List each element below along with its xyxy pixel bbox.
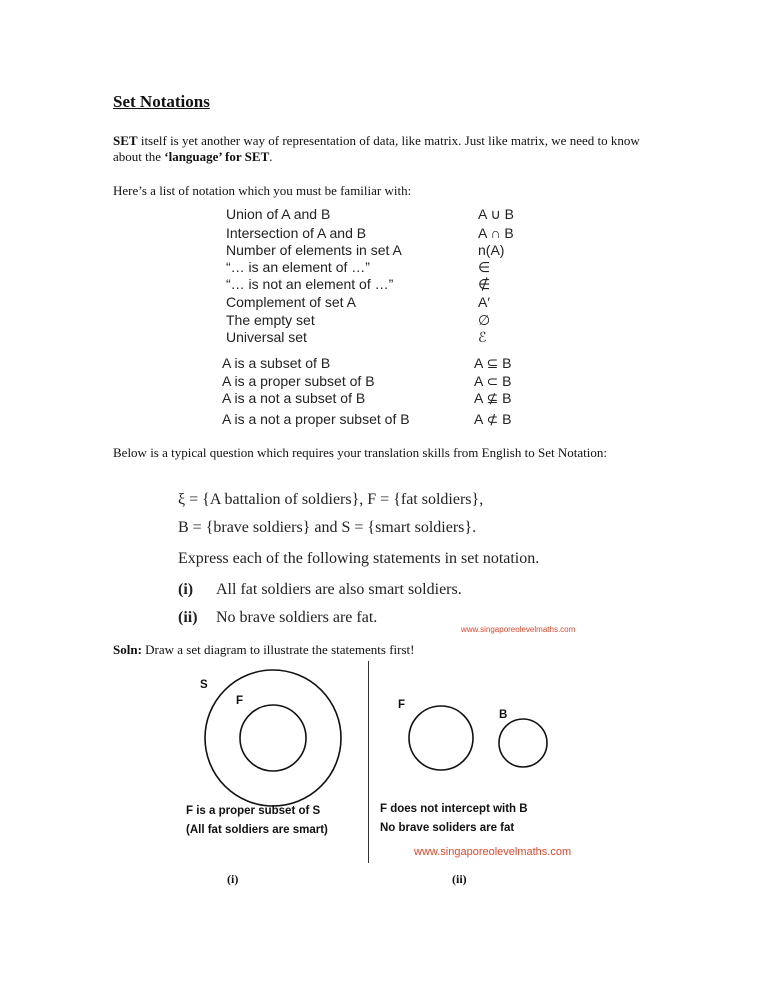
soln-label: Soln: <box>113 642 142 657</box>
notation-row <box>226 242 526 260</box>
notation-label: “… is an element of …” <box>226 259 370 275</box>
notation-symbol: A ⊆ B <box>474 355 512 371</box>
list-intro: Here’s a list of notation which you must be familiar with: <box>113 183 412 198</box>
notation-row <box>226 276 526 294</box>
notation-label: A is a proper subset of B <box>222 373 375 389</box>
label-f: F <box>236 695 244 707</box>
label-s: S <box>200 679 208 691</box>
notation-symbol: A ⊂ B <box>474 373 512 389</box>
question-line-2: B = {brave soldiers} and S = {smart soldiers}. <box>178 519 477 536</box>
notation-row <box>222 355 522 373</box>
caption-right-2: No brave soliders are fat <box>380 822 515 834</box>
notation-label: Union of A and B <box>226 206 331 222</box>
notation-label: Complement of set A <box>226 294 356 310</box>
notation-symbol: A ⊈ B <box>474 390 512 406</box>
notation-label: Universal set <box>226 329 307 345</box>
notation-symbol: A ∩ B <box>478 225 514 241</box>
notation-row <box>222 411 522 429</box>
notation-symbol: ℰ <box>478 329 487 345</box>
soln-text: Draw a set diagram to illustrate the statements first! <box>141 642 415 657</box>
diagram-right <box>370 663 600 863</box>
inner-circle-f <box>240 705 306 771</box>
question-box <box>178 485 598 640</box>
notation-symbol: ∉ <box>478 276 491 292</box>
question-line-1: ξ = {A battalion of soldiers}, F = {fat soldiers}, <box>178 491 484 508</box>
soln-line <box>113 642 653 658</box>
notation-symbol: n(A) <box>478 242 505 258</box>
circle-b <box>499 719 547 767</box>
label-f-right: F <box>398 699 406 711</box>
notation-row <box>226 225 526 243</box>
outer-circle-s <box>205 670 341 806</box>
circle-f <box>409 706 473 770</box>
label-b-right: B <box>499 709 508 721</box>
notation-label: A is a subset of B <box>222 355 331 371</box>
diagram-left <box>176 663 368 863</box>
notation-symbol: A′ <box>478 294 490 310</box>
notation-label: A is a not a subset of B <box>222 390 366 406</box>
intro-text-1: itself is yet another way of representation of data, like matrix. Just like matrix, we need to know about the <box>113 133 640 164</box>
set-bold: SET <box>113 133 138 148</box>
question-intro: Below is a typical question which requires your translation skills from English to Set Notation: <box>113 445 607 460</box>
notation-row <box>226 294 526 312</box>
notation-label: Number of elements in set A <box>226 242 402 258</box>
notation-row <box>226 312 526 330</box>
notation-row <box>222 373 522 391</box>
notation-symbol: ∅ <box>478 312 491 328</box>
diagram-watermark: www.singaporeolevelmaths.com <box>414 846 572 858</box>
diagram-number-i: (i) <box>227 872 239 886</box>
notation-table <box>222 206 536 432</box>
caption-right-1: F does not intercept with B <box>380 803 528 815</box>
notation-label: “… is not an element of …” <box>226 276 394 292</box>
notation-row <box>226 206 526 224</box>
intro-paragraph <box>113 133 653 165</box>
caption-left-2: (All fat soldiers are smart) <box>186 824 328 836</box>
language-bold: ‘language’ for SET <box>164 149 270 164</box>
notation-label: Intersection of A and B <box>226 225 367 241</box>
caption-left-1: F is a proper subset of S <box>186 805 321 817</box>
notation-row <box>226 259 526 277</box>
notation-row <box>226 329 526 347</box>
diagram-number-ii: (ii) <box>452 872 467 886</box>
notation-symbol: ∈ <box>478 259 491 275</box>
notation-symbol: A ⊄ B <box>474 411 512 427</box>
question-line-3: Express each of the following statements in set notation. <box>178 550 540 567</box>
notation-label: The empty set <box>226 312 315 328</box>
diagram-divider <box>368 661 369 863</box>
notation-symbol: A ∪ B <box>478 206 514 222</box>
question-item-2-num: (ii) <box>178 609 198 626</box>
notation-row <box>222 390 522 408</box>
question-item-1-text: All fat soldiers are also smart soldiers. <box>216 581 462 598</box>
question-item-1-num: (i) <box>178 581 194 598</box>
question-item-2-text: No brave soldiers are fat. <box>216 609 378 626</box>
notation-label: A is a not a proper subset of B <box>222 411 410 427</box>
intro-text-2: . <box>269 149 273 164</box>
question-watermark: www.singaporeolevelmaths.com <box>461 625 576 634</box>
page-title: Set Notations <box>113 92 210 111</box>
